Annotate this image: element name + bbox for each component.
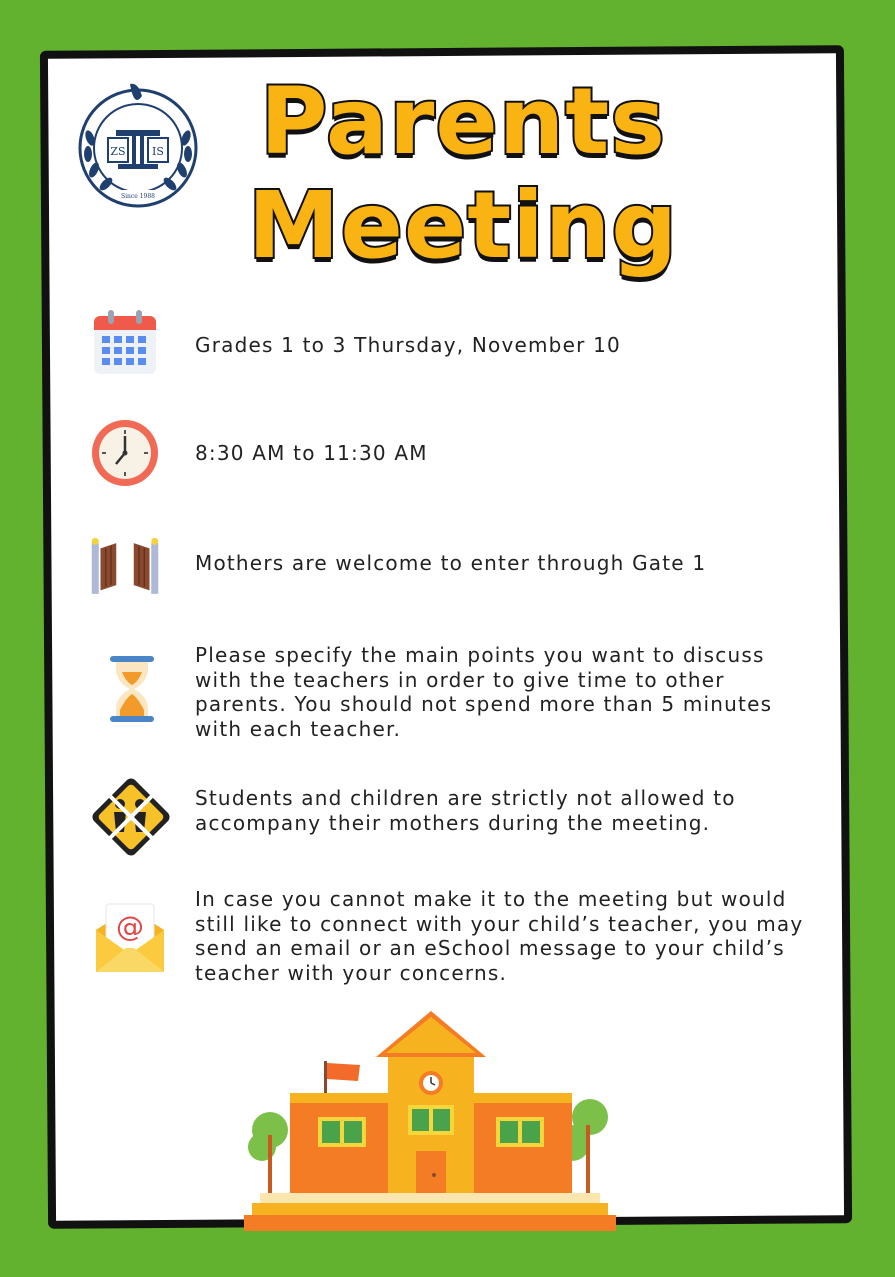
item-email-text: In case you cannot make it to the meeting but would still like to connect with your child’s teacher, you may send an email or an eSchool message to your child’s teacher with your concerns. — [195, 887, 804, 985]
school-building-icon — [240, 1005, 620, 1235]
email-icon — [92, 900, 168, 976]
no-children-sign-icon — [86, 772, 176, 862]
item-hourglass-text: Please specify the main points you want to discuss with the teachers in order to give time to other parents. You should not spend more than 5 minutes with each teacher. — [195, 643, 773, 741]
svg-text:@: @ — [116, 910, 144, 943]
logo-letters-right: IS — [152, 145, 164, 158]
hourglass-icon — [96, 654, 166, 724]
clock-icon — [90, 418, 160, 488]
item-gate-text: Mothers are welcome to enter through Gate 1 — [195, 551, 707, 575]
item-children-text: Students and children are strictly not allowed to accompany their mothers during the meeting. — [195, 786, 736, 835]
title-line-2: Meeting — [247, 172, 679, 279]
logo-since-text: Since 1988 — [121, 193, 155, 200]
item-date-text: Grades 1 to 3 Thursday, November 10 — [195, 333, 621, 357]
school-logo-icon — [72, 78, 204, 210]
title-line-1: Parents — [259, 68, 667, 175]
logo-letters-left: ZS — [110, 145, 126, 158]
page-title — [228, 70, 698, 278]
item-time-text: 8:30 AM to 11:30 AM — [195, 441, 428, 465]
calendar-icon — [90, 308, 160, 378]
gate-icon — [90, 530, 160, 600]
